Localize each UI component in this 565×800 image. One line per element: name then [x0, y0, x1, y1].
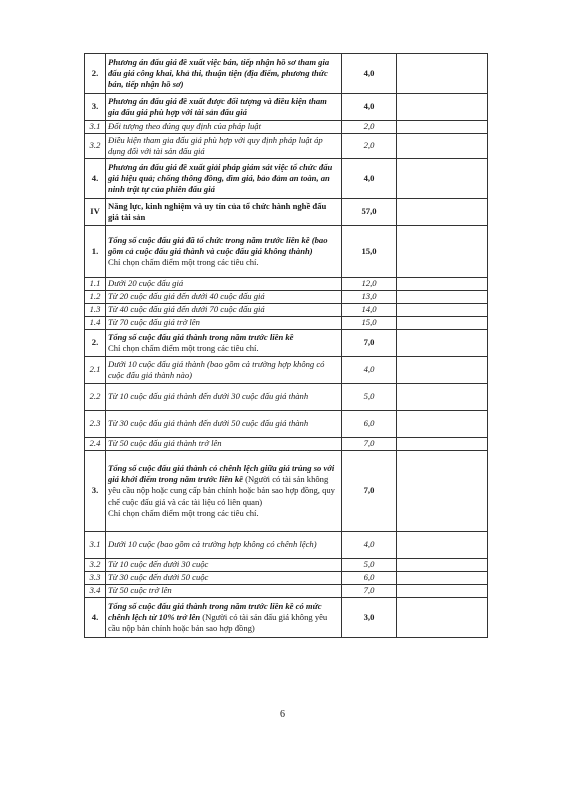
criteria-instruction: Chỉ chọn chấm điểm một trong các tiêu chí. [108, 507, 259, 518]
criteria-row [85, 411, 488, 438]
criteria-score: 4,0 [342, 94, 397, 121]
criteria-content [106, 94, 342, 121]
criteria-score: 12,0 [342, 278, 397, 291]
criteria-content [106, 330, 342, 357]
page-number: 6 [280, 709, 285, 720]
evaluation-cell [397, 121, 488, 134]
criteria-text: Tổng số cuộc đấu giá đã tổ chức trong năm trước liền kề (bao gồm cả cuộc đấu giá thành và cuộc đấu giá không thành) [108, 234, 328, 256]
criteria-content [106, 451, 342, 532]
criteria-score: 13,0 [342, 291, 397, 304]
criteria-number: 3.3 [85, 572, 106, 585]
evaluation-cell [397, 330, 488, 357]
criteria-text: Phương án đấu giá đề xuất được đối tượng và điều kiện tham gia đấu giá phù hợp với tài sản đấu giá [108, 95, 327, 117]
criteria-text: Năng lực, kinh nghiệm và uy tín của tổ chức hành nghề đấu giá tài sản [108, 200, 327, 222]
criteria-score: 4,0 [342, 532, 397, 559]
criteria-score: 7,0 [342, 330, 397, 357]
criteria-score: 7,0 [342, 585, 397, 598]
criteria-number: 2. [85, 54, 106, 94]
criteria-number: 3.1 [85, 121, 106, 134]
criteria-number: 4. [85, 159, 106, 199]
criteria-row [85, 54, 488, 94]
criteria-number: 2. [85, 330, 106, 357]
criteria-text: Dưới 20 cuộc đấu giá [108, 278, 184, 289]
criteria-row [85, 598, 488, 638]
evaluation-cell [397, 317, 488, 330]
evaluation-cell [397, 411, 488, 438]
criteria-number: 3. [85, 451, 106, 532]
criteria-score: 6,0 [342, 411, 397, 438]
criteria-instruction: Chỉ chọn chấm điểm một trong các tiêu chí. [108, 343, 259, 353]
criteria-number: 3.4 [85, 585, 106, 598]
criteria-content [106, 199, 342, 226]
criteria-text: Phương án đấu giá đề xuất việc bán, tiếp nhận hồ sơ tham gia đấu giá công khai, khả thi, thuận tiện (địa điểm, phương thức bán, tiếp nhận hồ sơ) [108, 56, 330, 90]
criteria-number: 4. [85, 598, 106, 638]
criteria-content [106, 291, 342, 304]
criteria-number: IV [85, 199, 106, 226]
criteria-row [85, 330, 488, 357]
evaluation-cell [397, 159, 488, 199]
criteria-text: Từ 50 cuộc đấu giá thành trở lên [108, 438, 222, 449]
criteria-row [85, 451, 488, 532]
criteria-content [106, 304, 342, 317]
evaluation-cell [397, 304, 488, 317]
criteria-number: 2.1 [85, 357, 106, 384]
criteria-number: 3.2 [85, 134, 106, 159]
criteria-number: 3.1 [85, 532, 106, 559]
criteria-number: 1. [85, 226, 106, 278]
criteria-content [106, 134, 342, 159]
criteria-number: 3.2 [85, 559, 106, 572]
evaluation-cell [397, 291, 488, 304]
evaluation-cell [397, 585, 488, 598]
criteria-text: Từ 70 cuộc đấu giá trở lên [108, 317, 200, 328]
criteria-text: Tổng số cuộc đấu giá thành trong năm trước liền kề có mức chênh lệch từ 10% trở lên [108, 600, 322, 622]
criteria-score: 4,0 [342, 54, 397, 94]
criteria-text: Dưới 10 cuộc đấu giá thành (bao gồm cả trường hợp không có cuộc đấu giá thành nào) [108, 358, 325, 380]
criteria-score: 2,0 [342, 134, 397, 159]
criteria-number: 1.3 [85, 304, 106, 317]
criteria-content [106, 317, 342, 330]
scoring-criteria-table [84, 53, 488, 638]
criteria-content [106, 572, 342, 585]
criteria-content [106, 598, 342, 638]
criteria-score: 3,0 [342, 598, 397, 638]
criteria-row [85, 572, 488, 585]
evaluation-cell [397, 451, 488, 532]
criteria-text: Từ 50 cuộc trở lên [108, 585, 172, 596]
criteria-score: 5,0 [342, 384, 397, 411]
criteria-text: Dưới 10 cuộc (bao gồm cả trường hợp không có chênh lệch) [108, 539, 317, 550]
criteria-row [85, 317, 488, 330]
criteria-text: Tổng số cuộc đấu giá thành trong năm trước liền kề [108, 331, 294, 342]
criteria-number: 1.4 [85, 317, 106, 330]
evaluation-cell [397, 598, 488, 638]
criteria-score: 2,0 [342, 121, 397, 134]
criteria-number: 2.3 [85, 411, 106, 438]
criteria-text: Từ 10 cuộc đấu giá thành đến dưới 30 cuộc đấu giá thành [108, 391, 309, 402]
criteria-score: 7,0 [342, 451, 397, 532]
criteria-row [85, 121, 488, 134]
evaluation-cell [397, 357, 488, 384]
criteria-content [106, 226, 342, 278]
criteria-content [106, 384, 342, 411]
criteria-row [85, 384, 488, 411]
criteria-text: Điều kiện tham gia đấu giá phù hợp với quy định pháp luật áp dụng đối với tài sản đấu giá [108, 134, 323, 156]
criteria-text: Từ 10 cuộc đến dưới 30 cuộc [108, 559, 209, 570]
criteria-note: (Người có tài sản đấu giá không yêu cầu nộp bản chính hoặc bản sao hợp đồng) [108, 611, 328, 634]
criteria-content [106, 559, 342, 572]
criteria-content [106, 278, 342, 291]
evaluation-cell [397, 134, 488, 159]
criteria-content [106, 585, 342, 598]
criteria-row [85, 438, 488, 451]
evaluation-cell [397, 438, 488, 451]
criteria-score: 4,0 [342, 159, 397, 199]
criteria-score: 15,0 [342, 317, 397, 330]
criteria-content [106, 54, 342, 94]
criteria-score: 7,0 [342, 438, 397, 451]
criteria-row [85, 226, 488, 278]
evaluation-cell [397, 384, 488, 411]
evaluation-cell [397, 278, 488, 291]
criteria-text: Từ 30 cuộc đấu giá thành đến dưới 50 cuộc đấu giá thành [108, 418, 309, 429]
criteria-row [85, 291, 488, 304]
criteria-score: 14,0 [342, 304, 397, 317]
evaluation-cell [397, 532, 488, 559]
evaluation-cell [397, 572, 488, 585]
evaluation-cell [397, 94, 488, 121]
evaluation-cell [397, 54, 488, 94]
criteria-score: 5,0 [342, 559, 397, 572]
criteria-text: Tổng số cuộc đấu giá thành có chênh lệch giữa giá trúng so với giá khởi điểm trong năm trước liền kề [108, 462, 335, 485]
criteria-number: 1.1 [85, 278, 106, 291]
criteria-row [85, 532, 488, 559]
criteria-score: 4,0 [342, 357, 397, 384]
criteria-content [106, 438, 342, 451]
criteria-note: (Người có tài sản không yêu cầu nộp hoặc cung cấp bản chính hoặc bản sao hợp đồng, quy chế cuộc đấu giá và các tài liệu có liên quan) [108, 474, 335, 507]
criteria-score: 57,0 [342, 199, 397, 226]
evaluation-cell [397, 199, 488, 226]
evaluation-cell [397, 559, 488, 572]
criteria-row [85, 357, 488, 384]
criteria-content [106, 159, 342, 199]
criteria-number: 2.4 [85, 438, 106, 451]
criteria-row [85, 585, 488, 598]
criteria-row [85, 199, 488, 226]
criteria-number: 3. [85, 94, 106, 121]
criteria-row [85, 559, 488, 572]
criteria-number: 2.2 [85, 384, 106, 411]
criteria-table-body [85, 54, 488, 638]
criteria-content [106, 121, 342, 134]
criteria-content [106, 357, 342, 384]
criteria-text: Từ 40 cuộc đấu giá đến dưới 70 cuộc đấu giá [108, 304, 265, 315]
criteria-score: 6,0 [342, 572, 397, 585]
criteria-text: Phương án đấu giá đề xuất giải pháp giám sát việc tổ chức đấu giá hiệu quả; chống thông đồng, dìm giá, bảo đảm an toàn, an ninh trật tự của phiên đấu giá [108, 161, 333, 195]
criteria-text: Từ 20 cuộc đấu giá đến dưới 40 cuộc đấu giá [108, 291, 265, 302]
criteria-row [85, 304, 488, 317]
criteria-content [106, 532, 342, 559]
criteria-row [85, 278, 488, 291]
criteria-content [106, 411, 342, 438]
criteria-number: 1.2 [85, 291, 106, 304]
criteria-row [85, 134, 488, 159]
criteria-score: 15,0 [342, 226, 397, 278]
evaluation-cell [397, 226, 488, 278]
criteria-row [85, 159, 488, 199]
criteria-instruction: Chỉ chọn chấm điểm một trong các tiêu chí. [108, 257, 259, 268]
criteria-text: Đối tượng theo đúng quy định của pháp luật [108, 121, 261, 132]
criteria-row [85, 94, 488, 121]
criteria-text: Từ 30 cuộc đến dưới 50 cuộc [108, 572, 209, 583]
